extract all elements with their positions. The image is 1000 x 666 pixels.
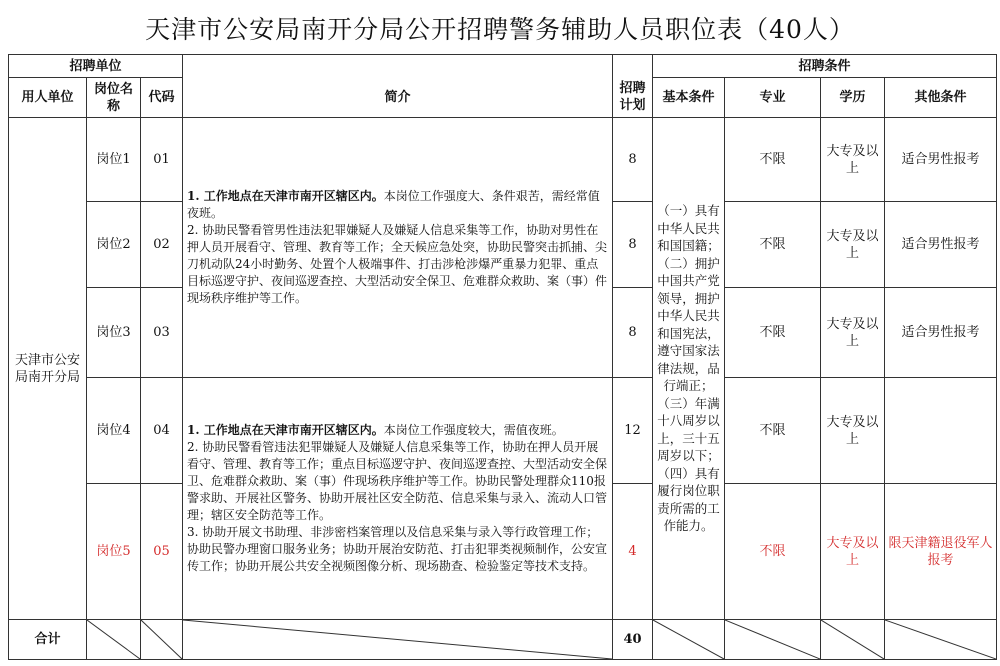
basic-conditions: （一）具有中华人民共和国国籍；（二）拥护中国共产党领导，拥护中华人民共和国宪法，遵守国家法律法规，品行端正；（三）年满十八周岁以上，三十五周岁以下；（四）具有履行岗位职责所需的工作能力。 <box>653 118 725 620</box>
desc-intensity: 本岗位工作强度大、条件艰苦，需经常值夜班。 <box>187 189 600 220</box>
page-title: 天津市公安局南开分局公开招聘警务辅助人员职位表（40人） <box>145 15 855 44</box>
diagonal-cell <box>821 620 885 660</box>
position-name: 岗位1 <box>87 118 141 202</box>
code-header: 代码 <box>141 78 183 118</box>
diagonal-cell <box>141 620 183 660</box>
desc-duties: 2. 协助民警看管男性违法犯罪嫌疑人及嫌疑人信息采集等工作，协助对男性在押人员开展看守、管理、教育等工作；全天候应急处突，协助民警突击抓捕、尖刀机动队24小时勤务、处置个人极端事件、打击涉枪涉爆严重暴力犯罪、重点目标巡逻守护、夜间巡逻查控、大型活动安全保卫、危难群众救助、案（事）件现场秩序维护等工作。 <box>187 223 608 305</box>
position-major: 不限 <box>725 202 821 288</box>
position-description <box>183 378 613 620</box>
recruit-unit-header: 招聘单位 <box>9 55 183 78</box>
diagonal-cell <box>183 620 613 660</box>
intro-header: 简介 <box>183 78 613 118</box>
position-other: 适合男性报考 <box>885 288 997 378</box>
position-plan: 8 <box>613 118 653 202</box>
position-name: 岗位2 <box>87 202 141 288</box>
desc-admin-duties: 3. 协助开展文书助理、非涉密档案管理以及信息采集与录入等行政管理工作；协助民警办理窗口服务业务；协助开展治安防范、打击犯罪类视频制作，公安宣传工作；协助开展公共安全视频图像分析、现场勘查、检验鉴定等技术支持。 <box>187 525 608 573</box>
position-plan: 12 <box>613 378 653 484</box>
position-other <box>885 378 997 484</box>
diagonal-cell <box>87 620 141 660</box>
position-code: 02 <box>141 202 183 288</box>
employer-name: 天津市公安局南开分局 <box>9 118 87 620</box>
header-spacer <box>613 55 653 78</box>
position-major: 不限 <box>725 288 821 378</box>
position-plan: 8 <box>613 202 653 288</box>
position-plan: 4 <box>613 484 653 620</box>
position-other: 适合男性报考 <box>885 202 997 288</box>
position-code: 01 <box>141 118 183 202</box>
desc-location: 1. 工作地点在天津市南开区辖区内。 <box>187 189 384 203</box>
position-education: 大专及以上 <box>821 202 885 288</box>
position-other: 适合男性报考 <box>885 118 997 202</box>
position-table <box>8 54 997 660</box>
plan-header: 招聘计划 <box>613 78 653 118</box>
header-spacer <box>183 55 613 78</box>
diagonal-cell <box>725 620 821 660</box>
position-code: 04 <box>141 378 183 484</box>
total-plan: 40 <box>613 620 653 660</box>
diagonal-cell <box>653 620 725 660</box>
basic-header: 基本条件 <box>653 78 725 118</box>
desc-intensity: 本岗位工作强度较大，需值夜班。 <box>383 423 564 437</box>
diagonal-cell <box>885 620 997 660</box>
position-name: 岗位4 <box>87 378 141 484</box>
position-major: 不限 <box>725 378 821 484</box>
position-name: 岗位5 <box>87 484 141 620</box>
other-header: 其他条件 <box>885 78 997 118</box>
total-label: 合计 <box>9 620 87 660</box>
recruit-conditions-header: 招聘条件 <box>653 55 997 78</box>
position-plan: 8 <box>613 288 653 378</box>
desc-duties: 2. 协助民警看管违法犯罪嫌疑人及嫌疑人信息采集等工作，协助在押人员开展看守、管理、教育等工作；重点目标巡逻守护、夜间巡逻查控、大型活动安全保卫、危难群众救助、案（事）件现场秩序维护等工作。协助民警处理群众110报警求助、开展社区警务、协助开展社区安全防范、信息采集与录入、流动人口管理；辖区安全防范等工作。 <box>187 440 608 522</box>
position-major: 不限 <box>725 118 821 202</box>
position-education: 大专及以上 <box>821 484 885 620</box>
position-name: 岗位3 <box>87 288 141 378</box>
position-name-header: 岗位名称 <box>87 78 141 118</box>
major-header: 专业 <box>725 78 821 118</box>
position-code: 03 <box>141 288 183 378</box>
position-education: 大专及以上 <box>821 118 885 202</box>
position-education: 大专及以上 <box>821 378 885 484</box>
position-major: 不限 <box>725 484 821 620</box>
employer-header: 用人单位 <box>9 78 87 118</box>
position-description <box>183 118 613 378</box>
position-education: 大专及以上 <box>821 288 885 378</box>
position-code: 05 <box>141 484 183 620</box>
desc-location: 1. 工作地点在天津市南开区辖区内。 <box>187 423 384 437</box>
position-other: 限天津籍退役军人报考 <box>885 484 997 620</box>
education-header: 学历 <box>821 78 885 118</box>
